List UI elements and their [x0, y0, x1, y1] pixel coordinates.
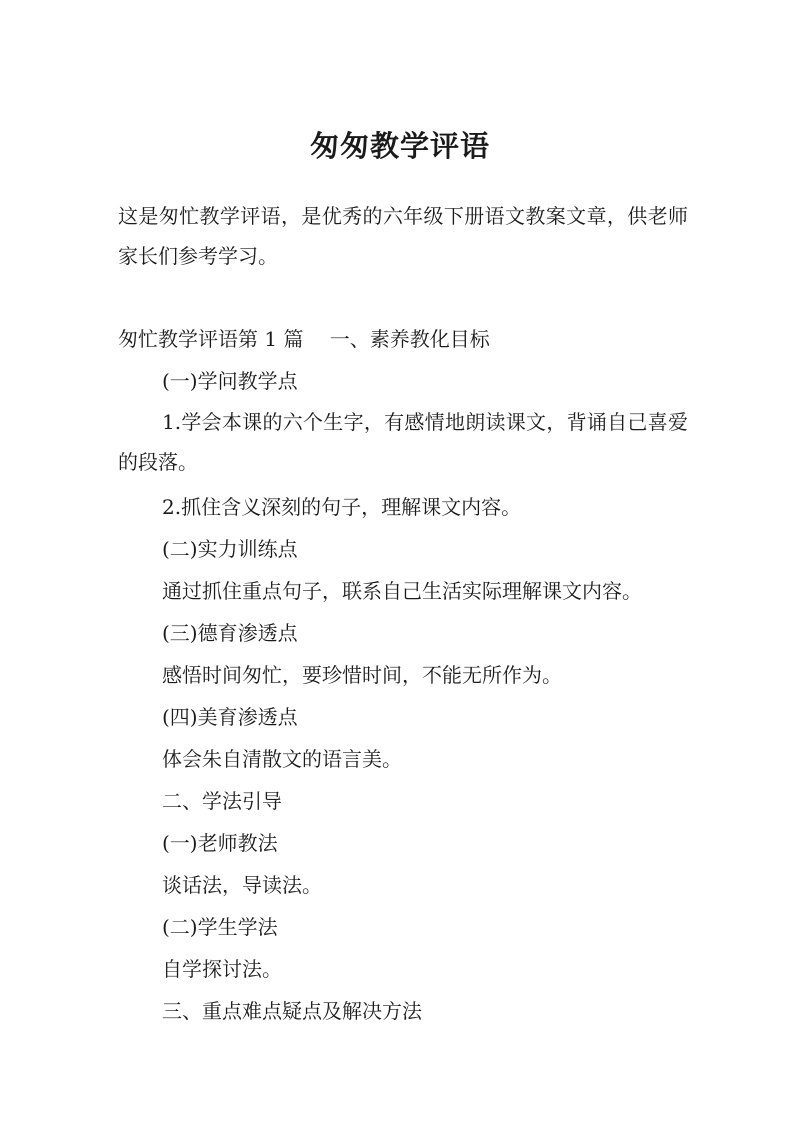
subheading-student-method: (二)学生学法 [162, 915, 278, 939]
subheading-moral-points: (三)德育渗透点 [162, 621, 298, 645]
intro-paragraph: 这是匆忙教学评语，是优秀的六年级下册语文教案文章，供老师家长们参考学习。 [118, 204, 688, 268]
paragraph-skill: 通过抓住重点句子，联系自己生活实际理解课文内容。 [162, 579, 642, 603]
subheading-knowledge-points: (一)学问教学点 [162, 369, 298, 393]
section-heading: 匆忙教学评语第 1 篇 一、素养教化目标 [118, 327, 490, 351]
document-title: 匆匆教学评语 [309, 129, 490, 163]
paragraph-student-method: 自学探讨法。 [162, 957, 282, 981]
paragraph-item-1: 1.学会本课的六个生字，有感情地朗读课文，背诵自己喜爱的段落。 [118, 410, 688, 474]
subheading-skill-points: (二)实力训练点 [162, 537, 298, 561]
paragraph-item-2: 2.抓住含义深刻的句子，理解课文内容。 [162, 495, 522, 519]
heading-key-difficulties: 三、重点难点疑点及解决方法 [162, 999, 422, 1023]
paragraph-aesthetic: 体会朱自清散文的语言美。 [162, 747, 402, 771]
subheading-aesthetic-points: (四)美育渗透点 [162, 705, 298, 729]
paragraph-teacher-method: 谈话法，导读法。 [162, 873, 322, 897]
heading-study-method: 二、学法引导 [162, 789, 282, 813]
paragraph-moral: 感悟时间匆忙，要珍惜时间，不能无所作为。 [162, 663, 562, 687]
subheading-teacher-method: (一)老师教法 [162, 831, 278, 855]
